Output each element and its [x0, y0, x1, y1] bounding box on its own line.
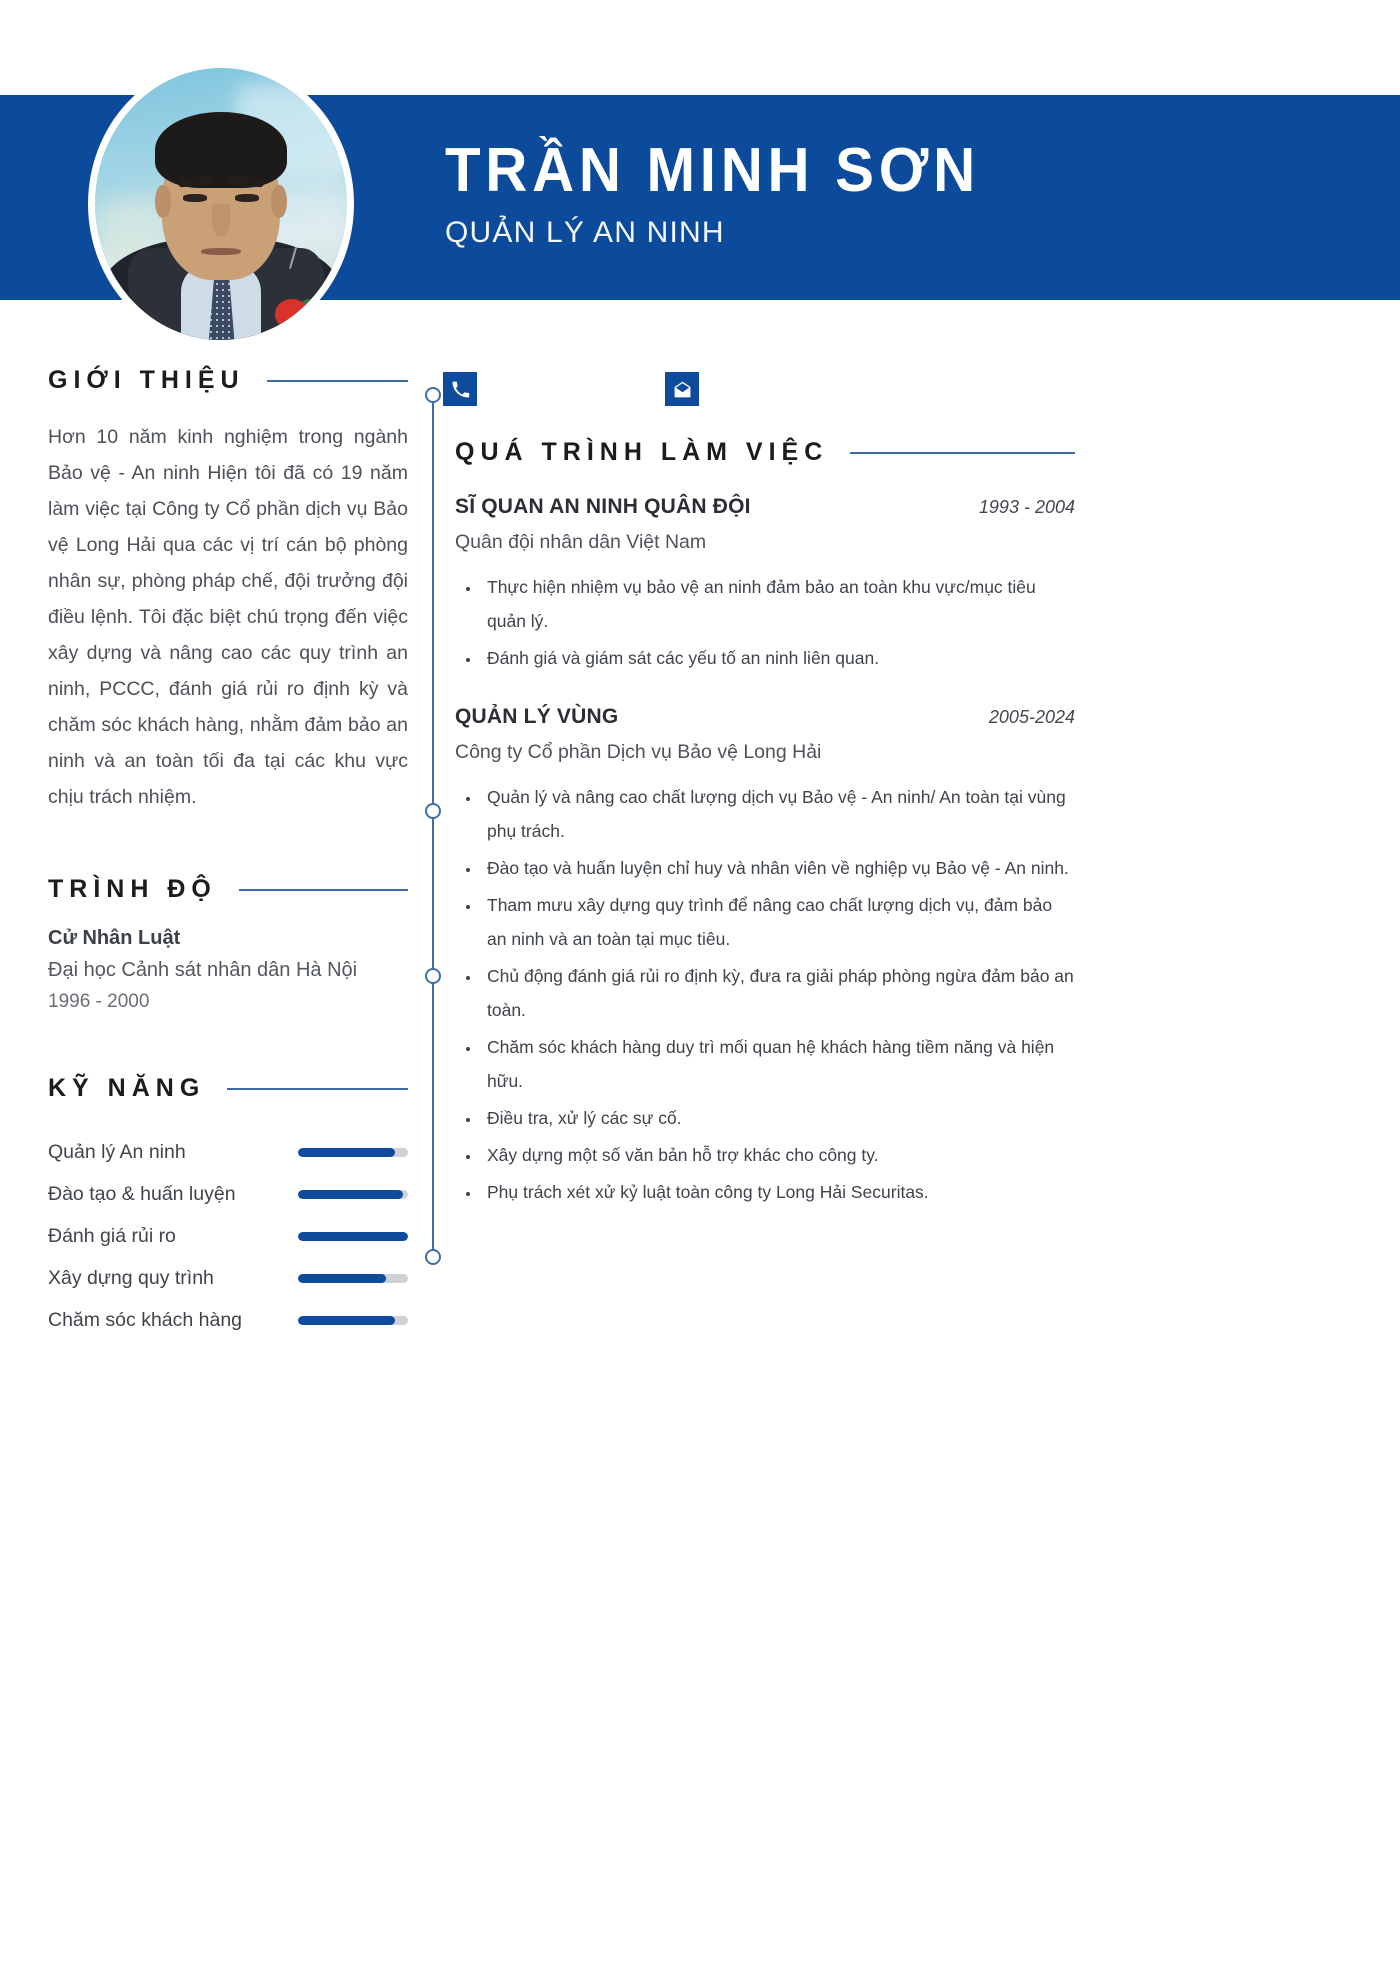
envelope-icon[interactable] — [665, 372, 699, 406]
candidate-role: QUẢN LÝ AN NINH — [445, 216, 725, 249]
job-bullet: • Đánh giá và giám sát các yếu tố an ninh liên quan. — [481, 641, 1075, 675]
job-bullet: • Chăm sóc khách hàng duy trì mối quan hệ khách hàng tiềm năng và hiện hữu. — [481, 1030, 1075, 1098]
section-header-intro — [48, 368, 408, 393]
skill-bar-fill — [298, 1274, 386, 1283]
skill-row — [48, 1299, 408, 1341]
skill-label: Đào tạo & huấn luyện — [48, 1182, 236, 1205]
skills-list — [48, 1131, 408, 1341]
skill-bar-fill — [298, 1232, 408, 1241]
profile-photo — [95, 68, 347, 340]
skill-bar — [298, 1274, 408, 1283]
experience-heading-rule — [850, 452, 1075, 454]
job-title: SĨ QUAN AN NINH QUÂN ĐỘI — [455, 495, 751, 518]
job-date: 1993 - 2004 — [978, 497, 1075, 517]
job-bullet: • Xây dựng một số văn bản hỗ trợ khác cho công ty. — [481, 1138, 1075, 1172]
job-bullet-list — [455, 570, 1075, 675]
intro-heading-rule — [267, 380, 408, 382]
job-bullet: • Tham mưu xây dựng quy trình để nâng cao chất lượng dịch vụ, đảm bảo an ninh và an toàn tại mục tiêu. — [481, 888, 1075, 956]
skill-row — [48, 1215, 408, 1257]
header-text — [445, 136, 1014, 249]
education-entry — [48, 922, 408, 1018]
section-header-experience — [455, 440, 1075, 465]
timeline-node-intro — [425, 387, 441, 403]
phone-icon[interactable] — [443, 372, 477, 406]
experience-list — [455, 495, 1075, 1209]
education-school: Đại học Cảnh sát nhân dân Hà Nội — [48, 959, 358, 981]
job-bullet: • Thực hiện nhiệm vụ bảo vệ an ninh đảm bảo an toàn khu vực/mục tiêu quản lý. — [481, 570, 1075, 638]
skill-bar — [298, 1316, 408, 1325]
job-bullet: • Chủ động đánh giá rủi ro định kỳ, đưa ra giải pháp phòng ngừa đảm bảo an toàn. — [481, 959, 1075, 1027]
right-column — [455, 440, 1075, 1212]
skill-bar-fill — [298, 1148, 395, 1157]
job-bullet: • Đào tạo và huấn luyện chỉ huy và nhân viên về nghiệp vụ Bảo vệ - An ninh. — [481, 851, 1075, 885]
candidate-name: TRẦN MINH SƠN — [445, 136, 980, 205]
skill-label: Chăm sóc khách hàng — [48, 1308, 243, 1331]
job-organization: Quân đội nhân dân Việt Nam — [455, 531, 707, 553]
skill-label: Đánh giá rủi ro — [48, 1224, 176, 1247]
job-bullet-list — [455, 780, 1075, 1209]
education-degree: Cử Nhân Luật — [48, 927, 181, 949]
timeline-node-education — [425, 803, 441, 819]
section-header-education — [48, 877, 408, 902]
job-bullet: • Điều tra, xử lý các sự cố. — [481, 1101, 1075, 1135]
skill-bar-fill — [298, 1316, 395, 1325]
skill-row — [48, 1173, 408, 1215]
job-date: 2005-2024 — [988, 707, 1075, 727]
job-title: QUẢN LÝ VÙNG — [455, 705, 619, 728]
skill-label: Xây dựng quy trình — [48, 1266, 214, 1289]
skill-bar — [298, 1232, 408, 1241]
left-column — [48, 368, 408, 1341]
avatar — [95, 68, 347, 340]
skill-bar-fill — [298, 1190, 403, 1199]
experience-entry-header — [455, 495, 1075, 519]
section-header-skills — [48, 1076, 408, 1101]
experience-entry — [455, 705, 1075, 1209]
education-years: 1996 - 2000 — [48, 991, 150, 1012]
skills-heading: KỸ NĂNG — [48, 1074, 206, 1102]
experience-entry-header — [455, 705, 1075, 729]
timeline-line — [432, 395, 434, 1257]
skills-heading-rule — [227, 1088, 408, 1090]
skill-bar — [298, 1148, 408, 1157]
intro-paragraph: Hơn 10 năm kinh nghiệm trong ngành Bảo vệ - An ninh Hiện tôi đã có 19 năm làm việc tại Công ty Cổ phần dịch vụ Bảo vệ Long Hải qua các vị trí cán bộ phòng nhân sự, phòng pháp chế, đội trưởng đội điều lệnh. Tôi đặc biệt chú trọng đến việc xây dựng và nâng cao các quy trình an ninh, PCCC, đánh giá rủi ro định kỳ và chăm sóc khách hàng, nhằm đảm bảo an ninh và an toàn tối đa tại các khu vực chịu trách nhiệm. — [48, 426, 408, 808]
education-heading-rule — [239, 889, 408, 891]
contact-bar — [443, 372, 1063, 406]
job-bullet: • Phụ trách xét xử kỷ luật toàn công ty Long Hải Securitas. — [481, 1175, 1075, 1209]
education-heading: TRÌNH ĐỘ — [48, 875, 217, 903]
skill-bar — [298, 1190, 408, 1199]
experience-heading: QUÁ TRÌNH LÀM VIỆC — [455, 438, 829, 466]
intro-heading: GIỚI THIỆU — [48, 366, 245, 394]
experience-entry — [455, 495, 1075, 675]
skill-label: Quản lý An ninh — [48, 1140, 186, 1163]
job-organization: Công ty Cổ phần Dịch vụ Bảo vệ Long Hải — [455, 741, 822, 763]
job-bullet: • Quản lý và nâng cao chất lượng dịch vụ Bảo vệ - An ninh/ An toàn tại vùng phụ trách. — [481, 780, 1075, 848]
skill-row — [48, 1257, 408, 1299]
timeline-node-end — [425, 1249, 441, 1265]
timeline-node-skills — [425, 968, 441, 984]
skill-row — [48, 1131, 408, 1173]
